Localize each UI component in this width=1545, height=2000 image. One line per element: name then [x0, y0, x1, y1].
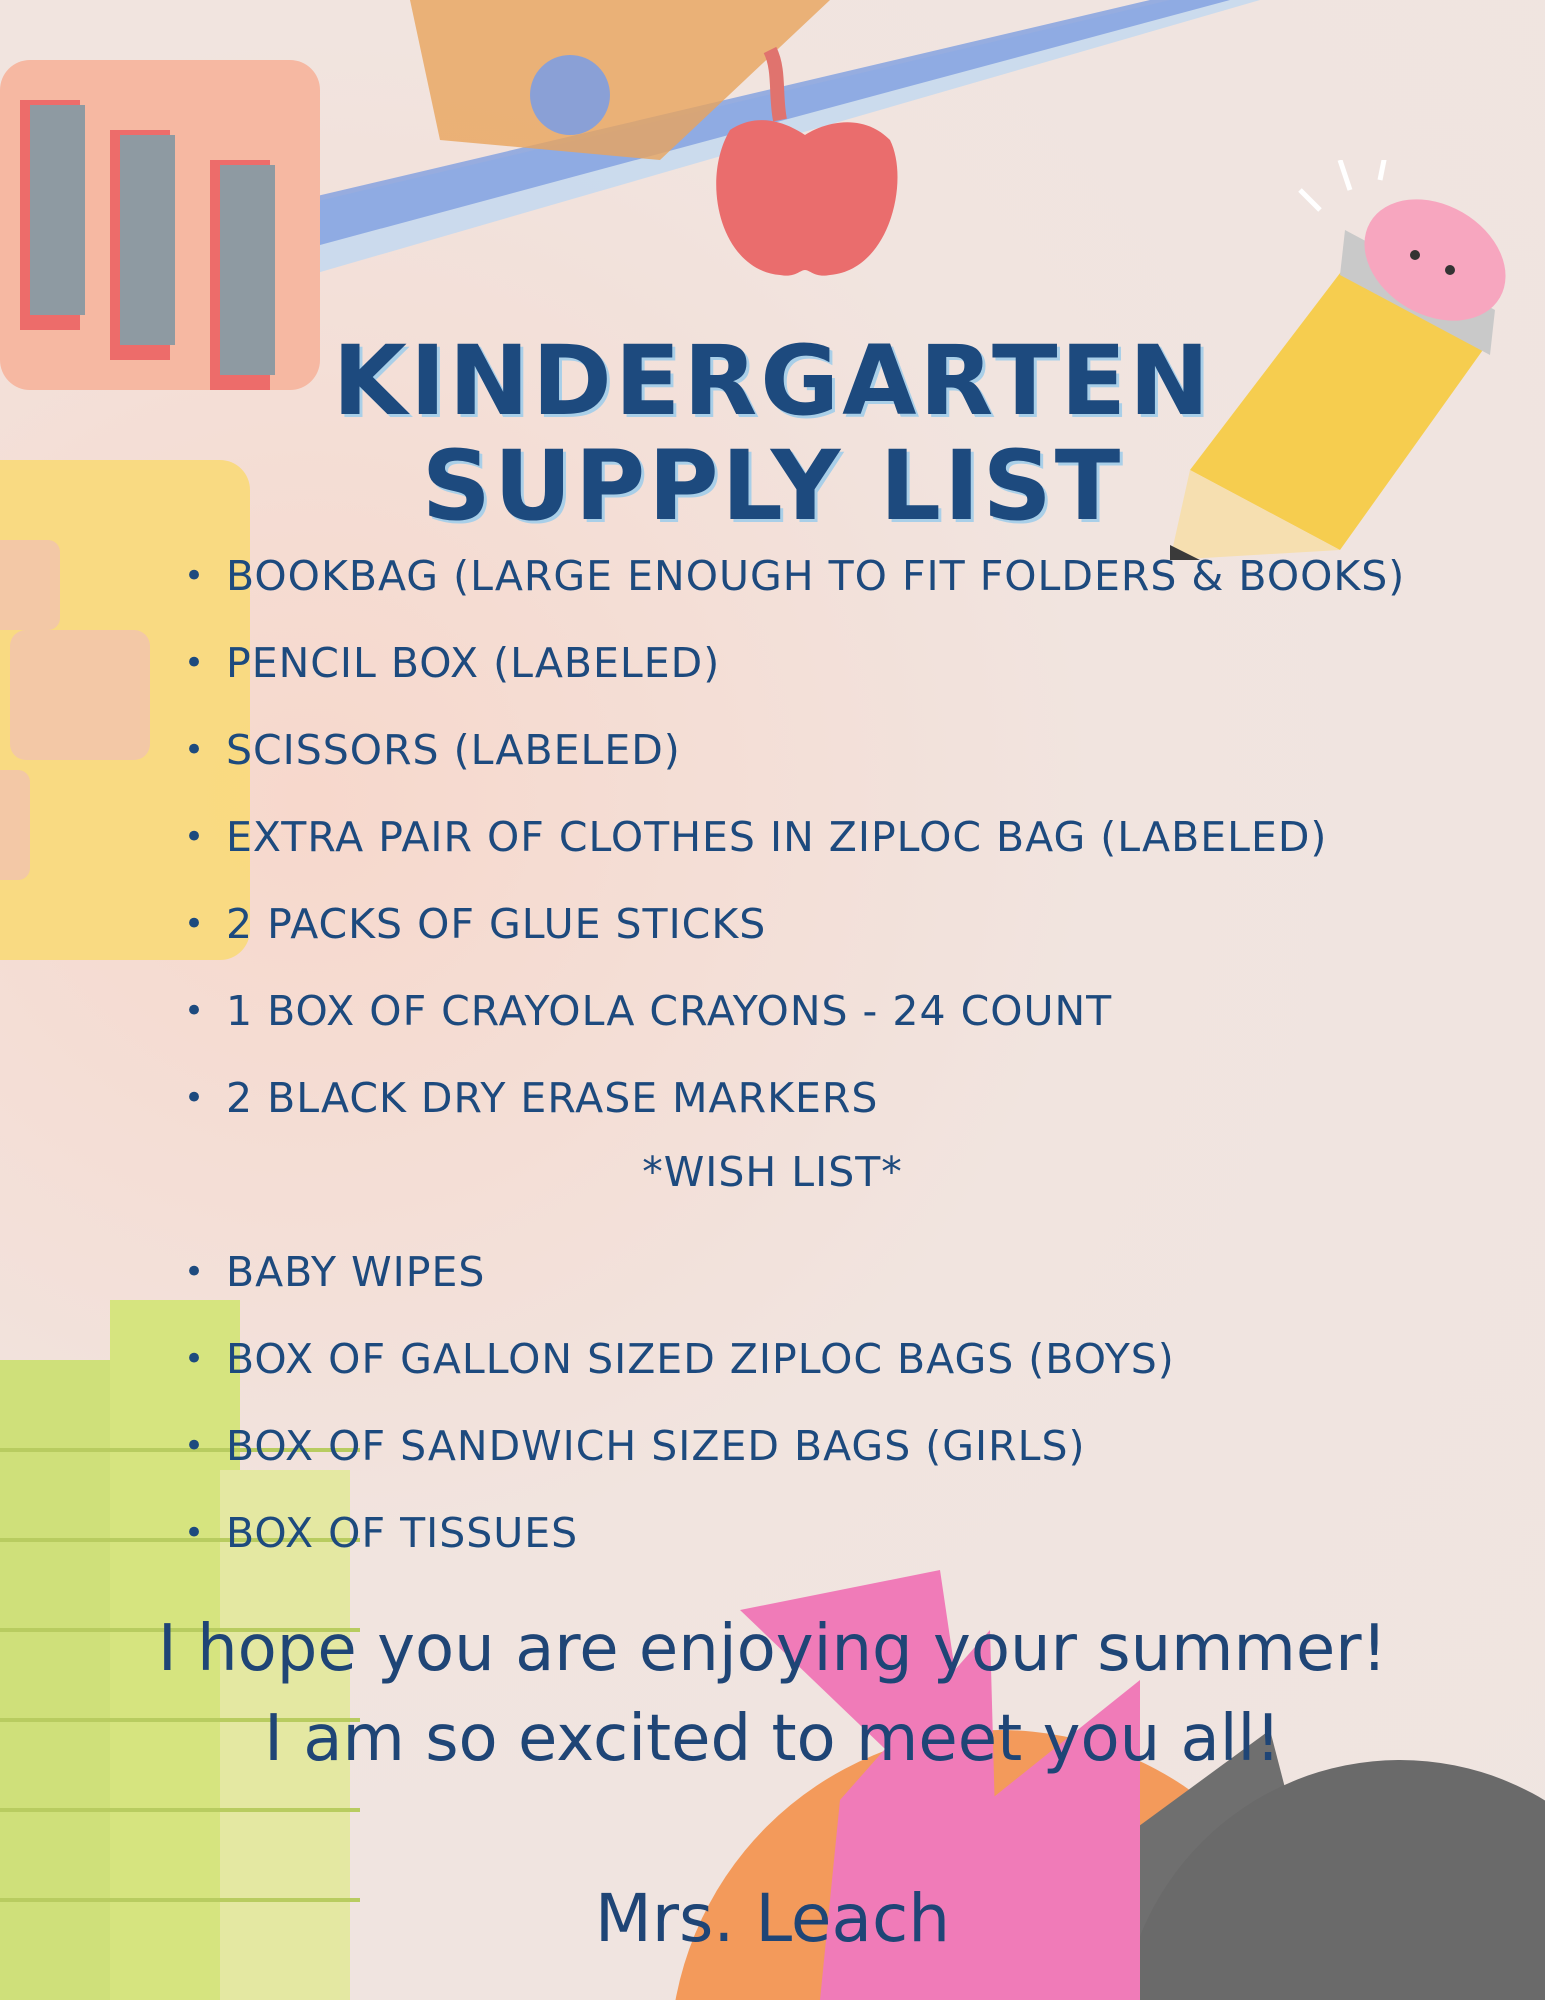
title-line-1: KINDERGARTEN: [332, 325, 1213, 437]
message-line-2: I am so excited to meet you all!: [264, 1702, 1281, 1776]
list-item: • SCISSORS (LABELED): [180, 707, 1405, 794]
message-line-1: I hope you are enjoying your summer!: [157, 1612, 1388, 1686]
title-line-2: SUPPLY LIST: [421, 430, 1124, 542]
list-item: • BOX OF GALLON SIZED ZIPLOC BAGS (BOYS): [180, 1316, 1175, 1403]
list-item: • 2 BLACK DRY ERASE MARKERS: [180, 1055, 1405, 1142]
list-item: • BOX OF TISSUES: [180, 1490, 1175, 1577]
list-item: • BOX OF SANDWICH SIZED BAGS (GIRLS): [180, 1403, 1175, 1490]
list-item: • EXTRA PAIR OF CLOTHES IN ZIPLOC BAG (LABELED): [180, 794, 1405, 881]
list-item: • BABY WIPES: [180, 1229, 1175, 1316]
wish-list-heading: *WISH LIST*: [642, 1148, 903, 1196]
wish-list: [180, 1229, 1175, 1577]
list-item: • PENCIL BOX (LABELED): [180, 620, 1405, 707]
list-item: • BOOKBAG (LARGE ENOUGH TO FIT FOLDERS & BOOKS): [180, 533, 1405, 620]
apple-icon: [700, 40, 910, 290]
supply-list: [180, 533, 1405, 1142]
signature: Mrs. Leach: [594, 1880, 951, 1957]
list-item: • 1 BOX OF CRAYOLA CRAYONS - 24 COUNT: [180, 968, 1405, 1055]
list-item: • 2 PACKS OF GLUE STICKS: [180, 881, 1405, 968]
